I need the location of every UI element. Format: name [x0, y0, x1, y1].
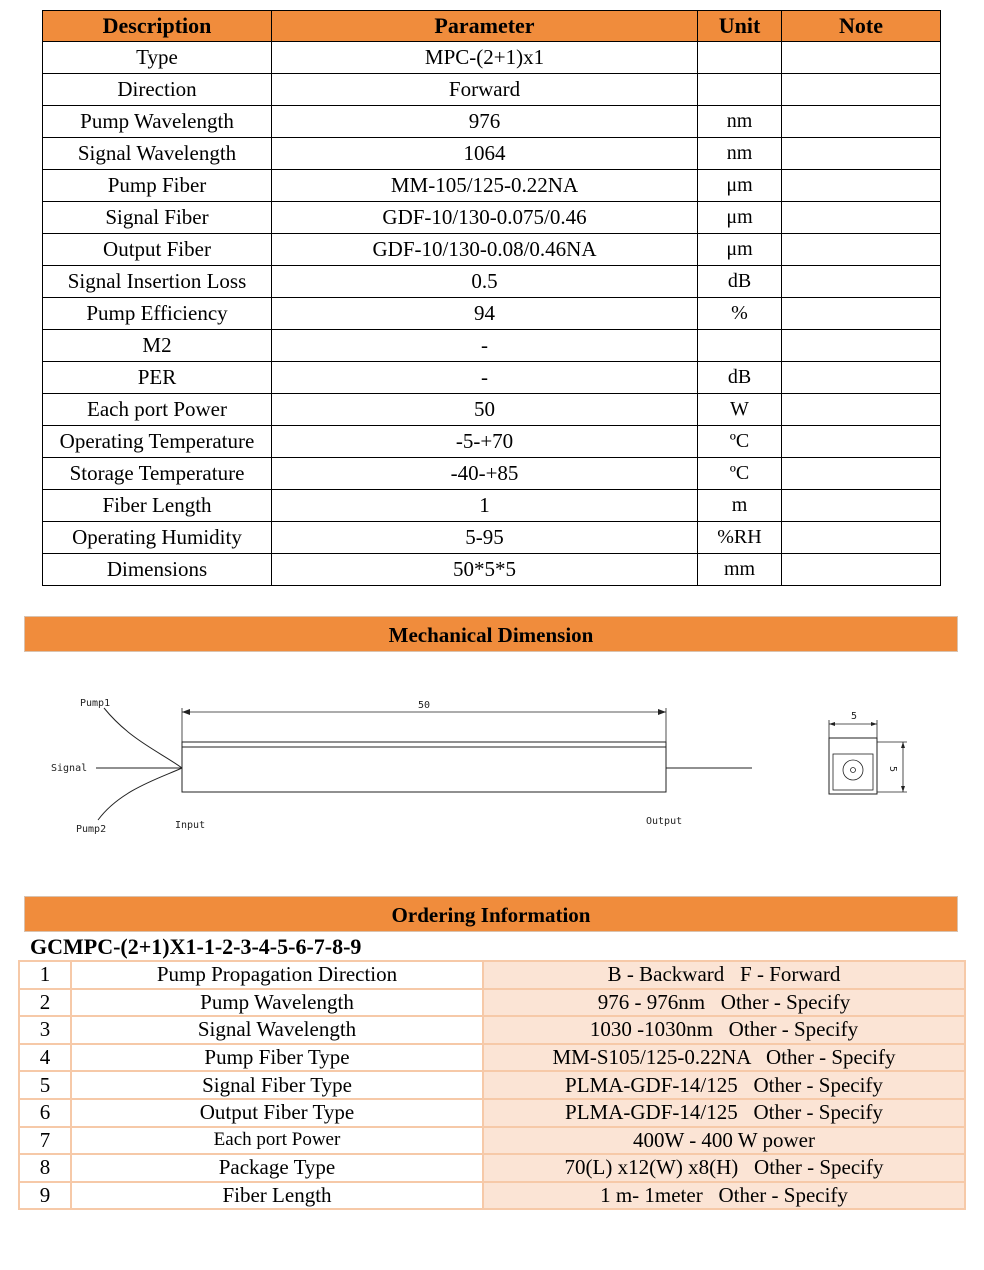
spec-unit-cell: μm — [698, 234, 782, 266]
spec-parameter-cell: 5-95 — [272, 522, 698, 554]
pump2-fiber — [98, 768, 182, 820]
spec-unit-cell: dB — [698, 266, 782, 298]
spec-parameter-cell: Forward — [272, 74, 698, 106]
header-note: Note — [782, 11, 941, 42]
table-row — [43, 394, 941, 426]
spec-description-cell: Direction — [43, 74, 272, 106]
table-row — [19, 1154, 965, 1182]
header-description: Description — [43, 11, 272, 42]
spec-unit-cell: nm — [698, 106, 782, 138]
spec-unit-cell: nm — [698, 138, 782, 170]
order-options-cell: B - Backward F - Forward — [483, 961, 965, 989]
spec-description-cell: Each port Power — [43, 394, 272, 426]
spec-parameter-cell: 50 — [272, 394, 698, 426]
table-row — [43, 106, 941, 138]
spec-note-cell — [782, 42, 941, 74]
order-field-cell: Pump Wavelength — [71, 989, 483, 1017]
width-arrow-right — [871, 722, 877, 726]
spec-unit-cell — [698, 74, 782, 106]
output-label: Output — [646, 816, 683, 827]
order-field-cell: Fiber Length — [71, 1182, 483, 1210]
spec-parameter-cell: MM-105/125-0.22NA — [272, 170, 698, 202]
width-arrow-left — [829, 722, 835, 726]
pump1-label: Pump1 — [80, 698, 111, 709]
spec-parameter-cell: -40-+85 — [272, 458, 698, 490]
table-row — [43, 74, 941, 106]
spec-description-cell: Signal Fiber — [43, 202, 272, 234]
spec-description-cell: Pump Efficiency — [43, 298, 272, 330]
spec-unit-cell: %RH — [698, 522, 782, 554]
order-options-cell: 1 m- 1meter Other - Specify — [483, 1182, 965, 1210]
table-row — [43, 266, 941, 298]
order-options-cell: 400W - 400 W power — [483, 1127, 965, 1155]
spec-description-cell: Operating Humidity — [43, 522, 272, 554]
order-options-cell: 976 - 976nm Other - Specify — [483, 989, 965, 1017]
spec-parameter-cell: - — [272, 362, 698, 394]
spec-description-cell: Pump Fiber — [43, 170, 272, 202]
order-options-cell: 70(L) x12(W) x8(H) Other - Specify — [483, 1154, 965, 1182]
spec-unit-cell: m — [698, 490, 782, 522]
order-field-cell: Signal Wavelength — [71, 1016, 483, 1044]
order-number-cell: 4 — [19, 1044, 71, 1072]
table-row — [43, 330, 941, 362]
spec-note-cell — [782, 170, 941, 202]
spec-description-cell: Operating Temperature — [43, 426, 272, 458]
spec-note-cell — [782, 554, 941, 586]
mechanical-drawing — [0, 680, 984, 850]
spec-note-cell — [782, 362, 941, 394]
spec-note-cell — [782, 490, 941, 522]
spec-parameter-cell: 976 — [272, 106, 698, 138]
spec-unit-cell: mm — [698, 554, 782, 586]
table-row — [43, 362, 941, 394]
spec-parameter-cell: -5-+70 — [272, 426, 698, 458]
spec-note-cell — [782, 138, 941, 170]
spec-parameter-cell: MPC-(2+1)x1 — [272, 42, 698, 74]
mechanical-dimension-header: Mechanical Dimension — [24, 616, 958, 652]
order-field-cell: Pump Fiber Type — [71, 1044, 483, 1072]
spec-note-cell — [782, 74, 941, 106]
housing-body — [182, 742, 666, 792]
spec-unit-cell: ºC — [698, 426, 782, 458]
spec-description-cell: Signal Insertion Loss — [43, 266, 272, 298]
length-arrow-left — [182, 709, 190, 715]
header-parameter: Parameter — [272, 11, 698, 42]
spec-description-cell: PER — [43, 362, 272, 394]
spec-note-cell — [782, 426, 941, 458]
spec-description-cell: Signal Wavelength — [43, 138, 272, 170]
order-field-cell: Each port Power — [71, 1127, 483, 1155]
spec-note-cell — [782, 234, 941, 266]
spec-note-cell — [782, 394, 941, 426]
spec-parameter-cell: 94 — [272, 298, 698, 330]
table-row — [43, 138, 941, 170]
table-row — [43, 42, 941, 74]
table-row — [19, 989, 965, 1017]
spec-table — [42, 10, 941, 586]
height-arrow-top — [901, 742, 905, 748]
spec-description-cell: Output Fiber — [43, 234, 272, 266]
spec-description-cell: Storage Temperature — [43, 458, 272, 490]
table-row — [43, 234, 941, 266]
spec-parameter-cell: 1 — [272, 490, 698, 522]
order-field-cell: Package Type — [71, 1154, 483, 1182]
table-row — [43, 554, 941, 586]
header-unit: Unit — [698, 11, 782, 42]
spec-note-cell — [782, 522, 941, 554]
width-label: 5 — [851, 711, 858, 722]
order-options-cell: 1030 -1030nm Other - Specify — [483, 1016, 965, 1044]
order-field-cell: Output Fiber Type — [71, 1099, 483, 1127]
length-arrow-right — [658, 709, 666, 715]
spec-unit-cell: % — [698, 298, 782, 330]
spec-description-cell: Pump Wavelength — [43, 106, 272, 138]
order-number-cell: 8 — [19, 1154, 71, 1182]
input-label: Input — [175, 820, 206, 831]
spec-unit-cell — [698, 42, 782, 74]
order-code: GCMPC-(2+1)X1-1-2-3-4-5-6-7-8-9 — [30, 934, 362, 959]
spec-parameter-cell: GDF-10/130-0.08/0.46NA — [272, 234, 698, 266]
pump2-label: Pump2 — [76, 824, 107, 835]
spec-note-cell — [782, 330, 941, 362]
spec-description-cell: M2 — [43, 330, 272, 362]
height-arrow-bottom — [901, 786, 905, 792]
table-row — [19, 1127, 965, 1155]
length-label: 50 — [418, 700, 431, 711]
table-row — [19, 961, 965, 989]
spec-unit-cell: ºC — [698, 458, 782, 490]
order-field-cell: Signal Fiber Type — [71, 1071, 483, 1099]
spec-unit-cell: μm — [698, 202, 782, 234]
end-view-port-inner — [851, 768, 856, 773]
spec-description-cell: Type — [43, 42, 272, 74]
spec-note-cell — [782, 202, 941, 234]
order-number-cell: 7 — [19, 1127, 71, 1155]
spec-unit-cell: μm — [698, 170, 782, 202]
table-row — [43, 426, 941, 458]
order-number-cell: 3 — [19, 1016, 71, 1044]
order-number-cell: 1 — [19, 961, 71, 989]
ordering-table — [18, 960, 966, 1210]
pump1-fiber — [104, 708, 182, 768]
order-options-cell: MM-S105/125-0.22NA Other - Specify — [483, 1044, 965, 1072]
signal-label: Signal — [51, 763, 88, 774]
spec-unit-cell: W — [698, 394, 782, 426]
spec-header-row — [43, 11, 941, 42]
spec-note-cell — [782, 458, 941, 490]
spec-note-cell — [782, 298, 941, 330]
spec-description-cell: Dimensions — [43, 554, 272, 586]
spec-unit-cell — [698, 330, 782, 362]
table-row — [19, 1016, 965, 1044]
height-label: 5 — [887, 766, 898, 773]
spec-note-cell — [782, 106, 941, 138]
table-row — [19, 1099, 965, 1127]
spec-parameter-cell: - — [272, 330, 698, 362]
ordering-information-header: Ordering Information — [24, 896, 958, 932]
table-row — [43, 490, 941, 522]
table-row — [43, 458, 941, 490]
table-row — [43, 202, 941, 234]
spec-parameter-cell: GDF-10/130-0.075/0.46 — [272, 202, 698, 234]
order-number-cell: 9 — [19, 1182, 71, 1210]
order-field-cell: Pump Propagation Direction — [71, 961, 483, 989]
order-options-cell: PLMA-GDF-14/125 Other - Specify — [483, 1099, 965, 1127]
table-row — [19, 1182, 965, 1210]
spec-unit-cell: dB — [698, 362, 782, 394]
table-row — [19, 1071, 965, 1099]
table-row — [43, 170, 941, 202]
spec-parameter-cell: 1064 — [272, 138, 698, 170]
spec-parameter-cell: 50*5*5 — [272, 554, 698, 586]
order-number-cell: 5 — [19, 1071, 71, 1099]
order-number-cell: 2 — [19, 989, 71, 1017]
spec-description-cell: Fiber Length — [43, 490, 272, 522]
table-row — [19, 1044, 965, 1072]
spec-parameter-cell: 0.5 — [272, 266, 698, 298]
order-number-cell: 6 — [19, 1099, 71, 1127]
table-row — [43, 522, 941, 554]
spec-note-cell — [782, 266, 941, 298]
table-row — [43, 298, 941, 330]
order-options-cell: PLMA-GDF-14/125 Other - Specify — [483, 1071, 965, 1099]
